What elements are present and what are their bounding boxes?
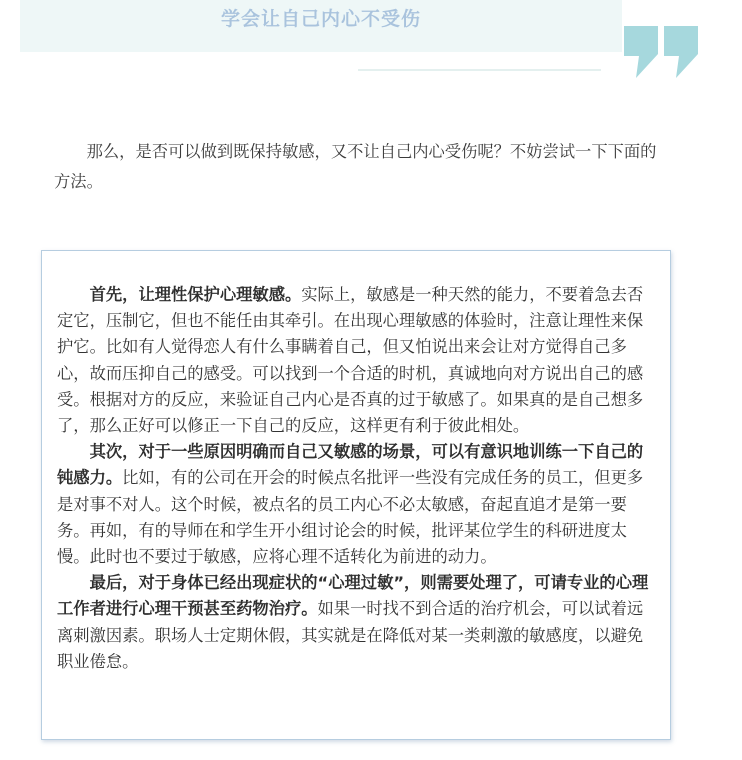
tips-box xyxy=(41,250,671,740)
intro-paragraph: 那么，是否可以做到既保持敏感，又不让自己内心受伤呢？不妨尝试一下下面的方法。 xyxy=(54,142,657,191)
tip-body: 实际上，敏感是一种天然的能力，不要着急去否定它，压制它，但也不能任由其牵引。在出现心理敏感的体验时，注意让理性来保护它。比如有人觉得恋人有什么事瞒着自己，但又怕说出来会让对方觉得自己多心，故而压抑自己的感受。可以找到一个合适的时机，真诚地向对方说出自己的感受。根据对方的反应，来验证自己内心是否真的过于敏感了。如果真的是自己想多了，那么正好可以修正一下自己的反应，这样更有利于彼此相处。 xyxy=(57,285,644,436)
tips-content xyxy=(57,282,659,675)
tip-heading: 最后，对于身体已经出现症状的“心理过敏”，则需要处理了，可请专业的心理工作者进行心理干预甚至药物治疗。 xyxy=(57,573,649,619)
tip-paragraph xyxy=(57,570,659,675)
tip-heading: 首先，让理性保护心理敏感。 xyxy=(89,285,302,304)
closing-quote-icon xyxy=(664,26,698,78)
header-divider xyxy=(358,69,601,71)
header-band xyxy=(20,0,622,52)
tip-heading: 其次，对于一些原因明确而自己又敏感的场景，可以有意识地训练一下自己的钝感力。 xyxy=(57,442,644,488)
section-title: 学会让自己内心不受伤 xyxy=(220,8,421,30)
tip-body: 比如，有的公司在开会的时候点名批评一些没有完成任务的员工，但更多是对事不对人。这个时候，被点名的员工内心不必太敏感，奋起直追才是第一要务。再如，有的导师在和学生开小组讨论会的时候，批评某位学生的科研进度太慢。此时也不要过于敏感，应将心理不适转化为前进的动力。 xyxy=(57,468,644,567)
closing-quote-icon xyxy=(624,26,658,78)
tip-paragraph xyxy=(57,282,659,439)
tip-body: 如果一时找不到合适的治疗机会，可以试着远离刺激因素。职场人士定期休假，其实就是在降低对某一类刺激的敏感度，以避免职业倦怠。 xyxy=(57,599,644,671)
tip-paragraph xyxy=(57,439,659,570)
